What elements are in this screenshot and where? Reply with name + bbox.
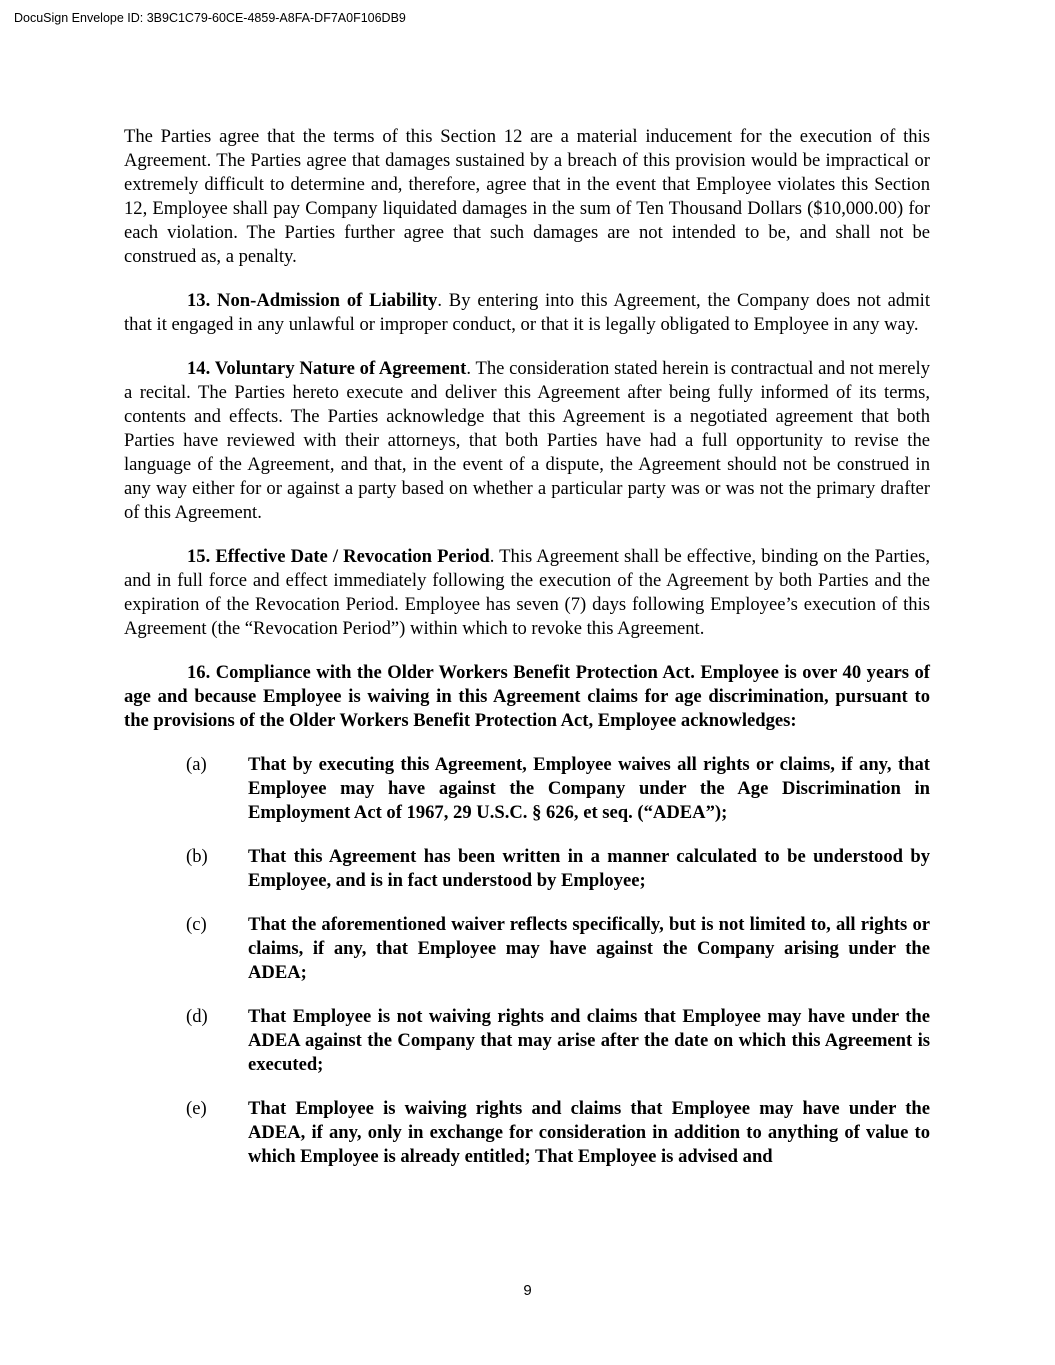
section-12-continued: The Parties agree that the terms of this Section 12 are a material inducement for the execution of this Agreement. The Parties agree that damages sustained by a breach of this provision would be impractical or extremely difficult to determine and, therefore, agree that in the event that Employee violates this Section 12, Employee shall pay Company liquidated damages in the sum of Ten Thousand Dollars ($10,000.00) for each violation. The Parties further agree that such damages are not intended to be, and shall not be construed as, a penalty. bbox=[124, 126, 930, 267]
list-item-b bbox=[124, 845, 930, 893]
list-item-letter: (c) bbox=[186, 914, 207, 935]
list-item-text: That Employee is not waiving rights and claims that Employee may have under the ADEA against the Company that may arise after the date on which this Agreement is executed; bbox=[248, 1006, 930, 1075]
section-15-body: . This Agreement shall be effective, binding on the Parties, and in full force and effect immediately following the execution of the Agreement by both Parties and the expiration of the Revocation Period. Employee has seven (7) days following Employee’s execution of this Agreement (the “Revocation Period”) within which to revoke this Agreement. bbox=[124, 546, 930, 639]
list-item-text: That by executing this Agreement, Employee waives all rights or claims, if any, that Employee may have against the Company under the Age Discrimination in Employment Act of 1967, 29 U.S.C. § 626, et seq. (“ADEA”); bbox=[248, 754, 930, 823]
list-item-letter: (d) bbox=[186, 1006, 208, 1027]
list-item-letter: (e) bbox=[186, 1098, 207, 1119]
section-14-body: . The consideration stated herein is contractual and not merely a recital. The Parties hereto execute and deliver this Agreement after being fully informed of its terms, contents and effects. The Parties acknowledge that this Agreement is a negotiated agreement that both Parties have reviewed with their attorneys, that both Parties have had a full opportunity to revise the language of the Agreement, and that, in the event of a dispute, the Agreement should not be construed in any way either for or against a party based on whether a particular party was or was not the primary drafter of this Agreement. bbox=[124, 358, 931, 523]
list-item-c bbox=[124, 913, 930, 985]
section-15-heading: 15. Effective Date / Revocation Period bbox=[187, 546, 490, 567]
section-14 bbox=[124, 357, 930, 525]
list-item-text: That the aforementioned waiver reflects specifically, but is not limited to, all rights or claims, if any, that Employee may have against the Company arising under the ADEA; bbox=[248, 914, 930, 983]
page-number: 9 bbox=[523, 1282, 532, 1299]
section-13 bbox=[124, 289, 930, 337]
list-item-e bbox=[124, 1097, 930, 1169]
list-item-a bbox=[124, 753, 930, 825]
document-body bbox=[124, 125, 930, 1189]
section-16: 16. Compliance with the Older Workers Benefit Protection Act. Employee is over 40 years of age and because Employee is waiving in this Agreement claims for age discrimination, pursuant to the provisions of the Older Workers Benefit Protection Act, Employee acknowledges: bbox=[124, 662, 930, 731]
section-13-heading: 13. Non-Admission of Liability bbox=[187, 290, 438, 311]
list-item-letter: (b) bbox=[186, 846, 208, 867]
section-14-heading: 14. Voluntary Nature of Agreement bbox=[187, 358, 467, 379]
list-item-letter: (a) bbox=[186, 754, 207, 775]
list-item-d bbox=[124, 1005, 930, 1077]
list-item-text: That Employee is waiving rights and claims that Employee may have under the ADEA, if any, only in exchange for consideration in addition to anything of value to which Employee is already entitled; That Employee is advised and bbox=[248, 1098, 930, 1167]
section-13-body: . By entering into this Agreement, the Company does not admit that it engaged in any unlawful or improper conduct, or that it is legally obligated to Employee in any way. bbox=[124, 290, 930, 335]
list-item-text: That this Agreement has been written in a manner calculated to be understood by Employee, and is in fact understood by Employee; bbox=[248, 846, 930, 891]
docusign-envelope-id: DocuSign Envelope ID: 3B9C1C79-60CE-4859-A8FA-DF7A0F106DB9 bbox=[14, 11, 406, 25]
section-15 bbox=[124, 545, 930, 641]
